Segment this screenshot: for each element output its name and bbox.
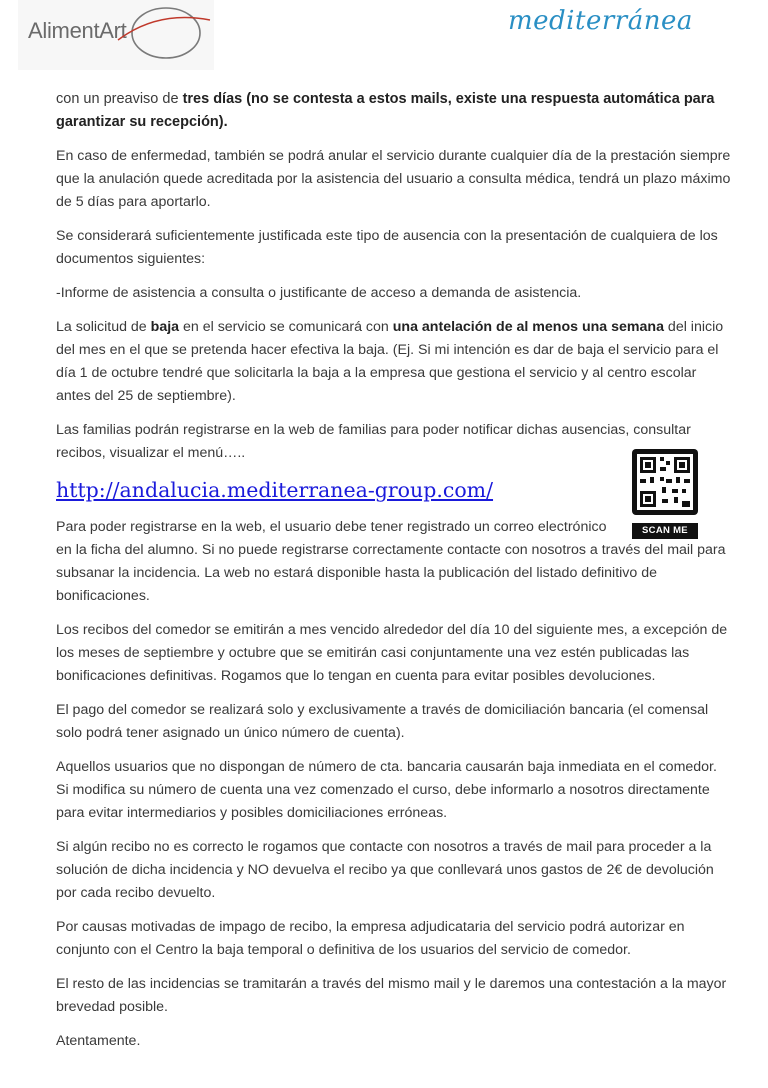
baja-bold: baja [150, 319, 180, 335]
document-body [56, 88, 732, 1064]
paragraph-recibos: Los recibos del comedor se emitirán a mes vencido alrededor del día 10 del siguiente mes, a excepción de los meses de septiembre y octubre que se emitirán casi conjuntamente una vez estén publicadas las bonificaciones definitivas. Rogamos que lo tengan en cuenta para evitar posibles devoluciones. [56, 622, 728, 684]
paragraph-informe: -Informe de asistencia a consulta o justificante de acceso a demanda de asistencia. [56, 285, 582, 301]
paragraph-registro-familias: Las familias podrán registrarse en la web de familias para poder notificar dichas ausencias, consultar recibos, visualizar el menú….. [56, 422, 691, 461]
scan-me-label: SCAN ME [632, 523, 698, 539]
paragraph-justificacion: Se considerará suficientemente justificada este tipo de ausencia con la presentación de cualquiera de los documentos siguientes: [56, 228, 718, 267]
preaviso-bold-text: tres días (no se contesta a estos mails, existe una respuesta automática para garantizar su recepción). [56, 91, 715, 130]
qr-code-icon [632, 449, 698, 515]
paragraph-despedida: Atentamente. [56, 1033, 141, 1049]
paragraph-devolucion: Si algún recibo no es correcto le rogamos que contacte con nosotros a través de mail para proceder a la solución de dicha incidencia y NO devuelva el recibo ya que conllevará unos gastos de 2€ de devolución por cada recibo devuelto. [56, 839, 714, 901]
baja-text-e: del inicio del mes en el que se pretenda hacer efectiva la baja. (Ej. Si mi intención es dar de baja el servicio para el día 1 de octubre tendré que solicitarla la baja a la empresa que gestiona el servicio y al centro escolar antes del 25 de septiembre). [56, 319, 724, 404]
page-header [0, 0, 768, 80]
paragraph-impago: Por causas motivadas de impago de recibo, la empresa adjudicataria del servicio podrá autorizar en conjunto con el Centro la baja temporal o definitiva de los usuarios del servicio de comedor. [56, 919, 685, 958]
paragraph-cuenta: Aquellos usuarios que no dispongan de número de cta. bancaria causarán baja inmediata en el comedor. Si modifica su número de cuenta una vez comenzado el curso, debe informarlo a nosotros directamente para evitar intermediarios y posibles domiciliaciones erróneas. [56, 759, 717, 821]
baja-text-c: en el servicio se comunicará con [179, 319, 393, 335]
alimentart-logo-text: AlimentArt [28, 18, 127, 43]
preaviso-text: con un preaviso de [56, 91, 183, 107]
paragraph-enfermedad: En caso de enfermedad, también se podrá anular el servicio durante cualquier día de la prestación siempre que la anulación quede acreditada por la asistencia del usuario a consulta médica, tendrá un plazo máximo de 5 días para aportarlo. [56, 148, 731, 210]
logo-swoosh-icon [18, 0, 214, 70]
mediterranea-logo: mediterránea [508, 6, 693, 36]
registro-web-text-b: en la ficha del alumno. Si no puede registrarse correctamente contacte con nosotros a través del mail para subsanar la incidencia. La web no estará disponible hasta la publicación del listado definitivo de bonificaciones. [56, 542, 726, 604]
paragraph-preaviso [56, 88, 732, 134]
antelacion-bold: una antelación de al menos una semana [392, 319, 664, 335]
paragraph-registro-web [56, 516, 732, 608]
qr-code[interactable] [632, 449, 698, 541]
families-web-link[interactable]: http://andalucia.mediterranea-group.com/ [56, 478, 494, 502]
registro-web-text-a: Para poder registrarse en la web, el usuario debe tener registrado un correo electrónico [56, 519, 607, 535]
paragraph-baja [56, 316, 732, 408]
alimentart-logo [18, 0, 214, 70]
paragraph-incidencias: El resto de las incidencias se tramitarán a través del mismo mail y le daremos una contestación a la mayor brevedad posible. [56, 976, 727, 1015]
baja-text-a: La solicitud de [56, 319, 151, 335]
paragraph-pago: El pago del comedor se realizará solo y exclusivamente a través de domiciliación bancaria (el comensal solo podrá tener asignado un único número de cuenta). [56, 702, 709, 741]
